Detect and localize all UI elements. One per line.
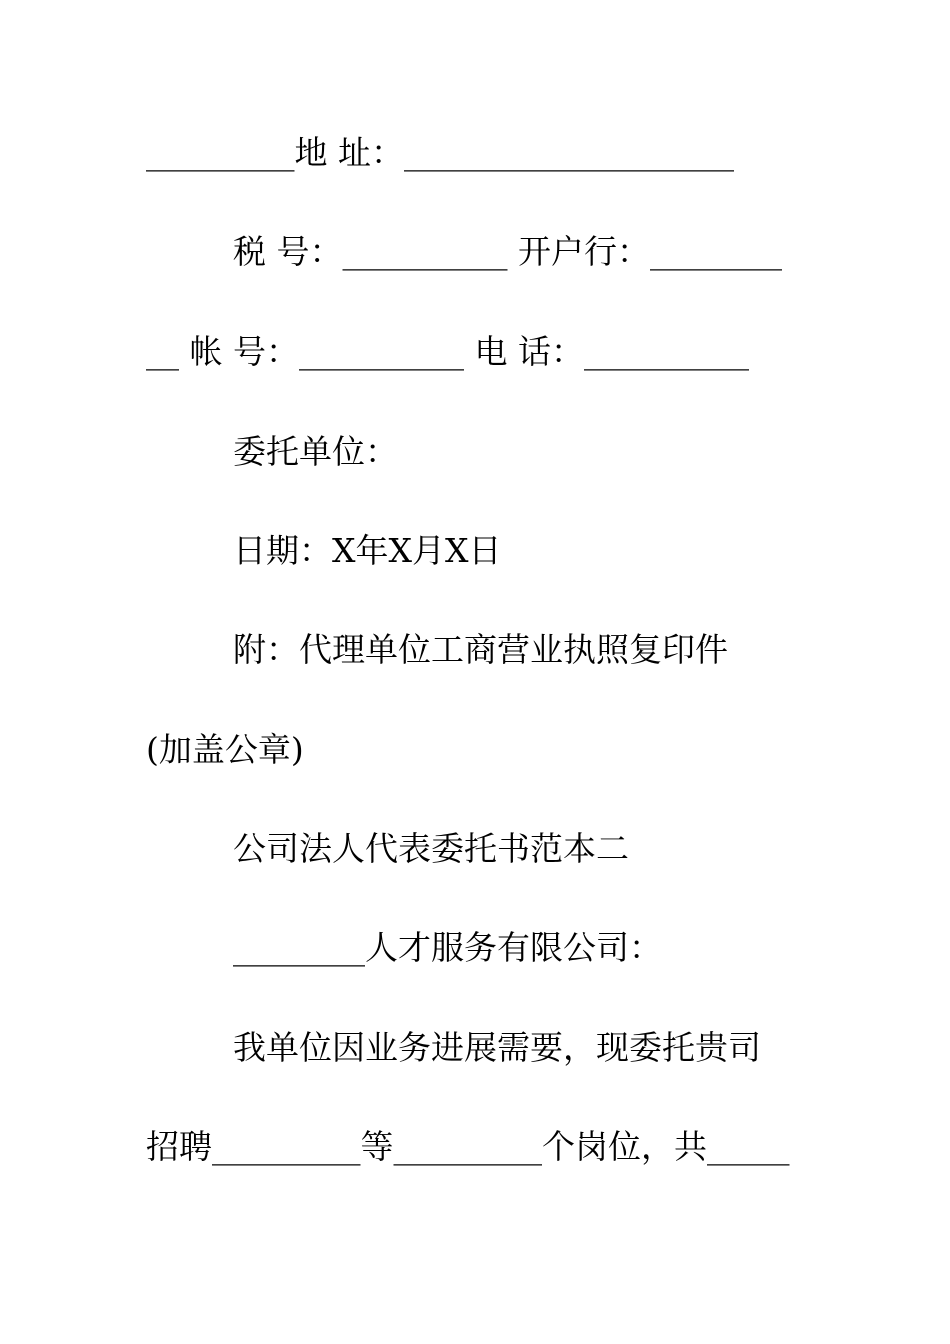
body-paragraph-line-1: 我单位因业务进展需要，现委托贵司 <box>233 1028 761 1067</box>
address-line: _________地 址：____________________ <box>146 133 734 172</box>
seal-note-line: (加盖公章) <box>146 730 304 769</box>
entrusting-unit-line: 委托单位： <box>233 432 398 471</box>
attachment-line: 附：代理单位工商营业执照复印件 <box>233 630 728 669</box>
body-paragraph-line-2: 招聘_________等_________个岗位，共_____ <box>146 1127 790 1166</box>
addressee-line: ________人才服务有限公司： <box>233 928 662 967</box>
section-title: 公司法人代表委托书范本二 <box>233 829 629 868</box>
tax-bank-line: 税 号：__________ 开户行：________ <box>233 232 782 271</box>
date-line: 日期：X年X月X日 <box>233 531 502 570</box>
account-phone-line: __ 帐 号：__________ 电 话：__________ <box>146 332 749 371</box>
